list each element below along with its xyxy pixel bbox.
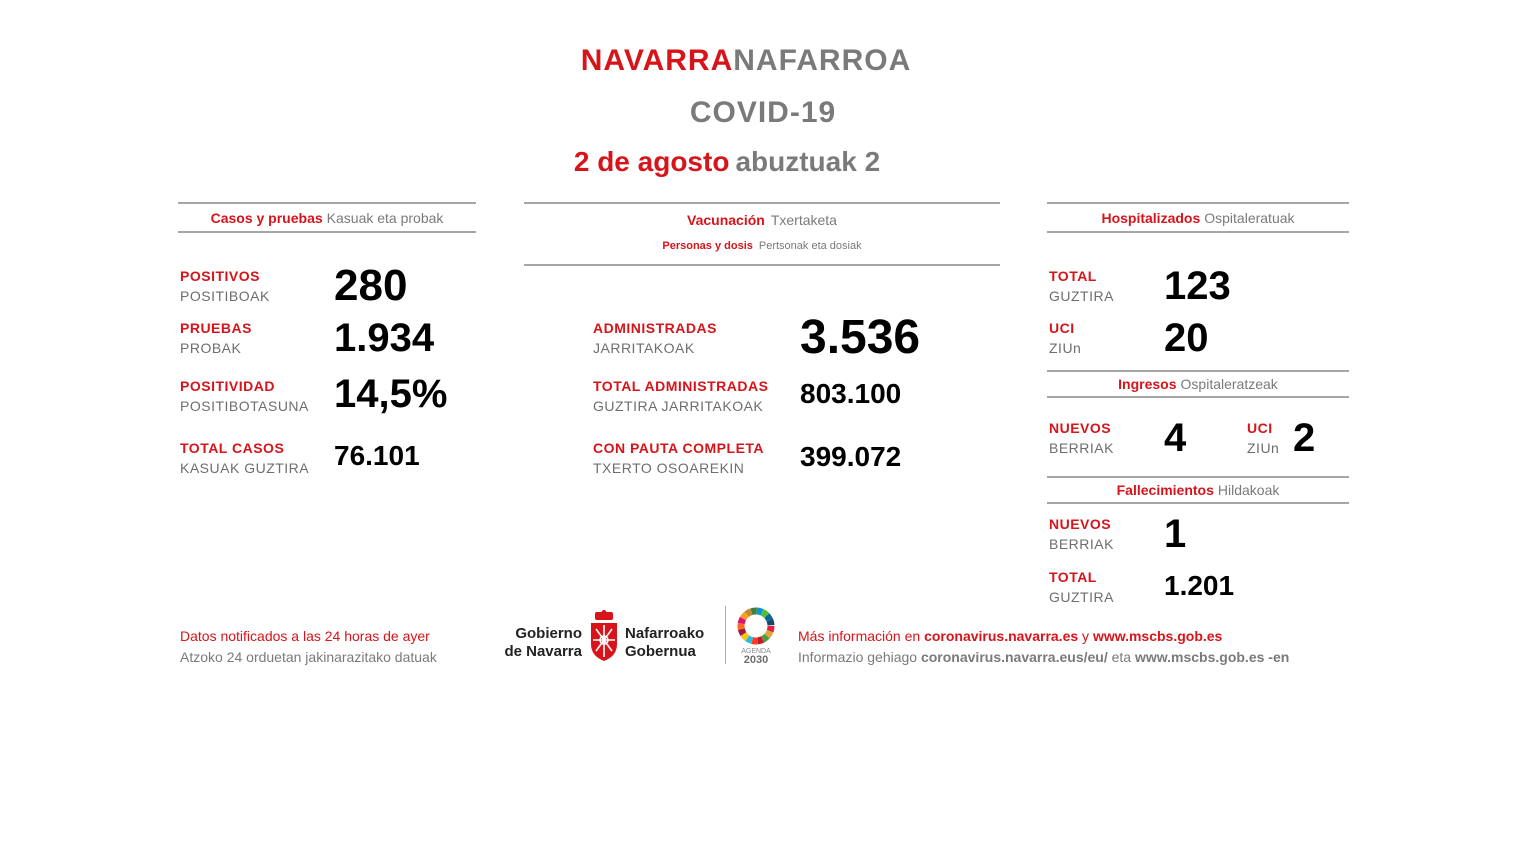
total-administered-value: 803.100 bbox=[800, 378, 902, 409]
deaths-new-label: NUEVOS BERRIAK bbox=[1049, 516, 1114, 552]
vaccination-subheading-es: Personas y dosis bbox=[662, 240, 753, 252]
admissions-new-label: NUEVOS BERRIAK bbox=[1049, 420, 1114, 456]
deaths-total-label: TOTAL GUZTIRA bbox=[1049, 569, 1114, 605]
title-region-es: NAVARRA bbox=[580, 44, 734, 77]
data-note-es: Datos notificados a las 24 horas de ayer bbox=[180, 628, 430, 644]
link-mscbs-es[interactable]: www.mscbs.gob.es bbox=[1092, 628, 1223, 644]
tests-value: 1.934 bbox=[334, 316, 435, 360]
date-eu: abuztuak 2 bbox=[735, 146, 881, 177]
data-note-eu: Atzoko 24 orduetan jakinarazitako datuak bbox=[180, 649, 437, 665]
admissions-heading-es: Ingresos bbox=[1118, 376, 1177, 392]
positivity-value: 14,5% bbox=[334, 372, 448, 416]
hospital-icu-value: 20 bbox=[1164, 316, 1209, 360]
logo-divider bbox=[725, 606, 726, 664]
complete-schedule-label: CON PAUTA COMPLETA TXERTO OSOAREKIN bbox=[593, 440, 765, 476]
agenda-2030-label: AGENDA 2030 bbox=[741, 648, 771, 666]
page-subject: COVID-19 bbox=[689, 96, 837, 129]
total-cases-value: 76.101 bbox=[334, 440, 420, 471]
positives-value: 280 bbox=[334, 261, 408, 310]
link-coronavirus-navarra-es[interactable]: coronavirus.navarra.es bbox=[924, 628, 1079, 644]
data-note bbox=[180, 626, 437, 668]
agenda-2030-wheel-icon bbox=[736, 606, 776, 646]
gov-name-es: Gobierno de Navarra bbox=[504, 625, 582, 660]
hospital-total-label: TOTAL GUZTIRA bbox=[1049, 268, 1114, 304]
deaths-total-value: 1.201 bbox=[1164, 570, 1235, 601]
cases-heading-eu: Kasuak eta probak bbox=[326, 210, 444, 226]
deaths-new-value: 1 bbox=[1164, 512, 1187, 556]
tests-label: PRUEBAS PROBAK bbox=[180, 320, 252, 356]
cases-heading bbox=[178, 202, 476, 233]
date-es: 2 de agosto bbox=[573, 146, 730, 177]
admissions-icu-value: 2 bbox=[1293, 416, 1316, 460]
hospitalized-heading bbox=[1047, 202, 1349, 233]
hospitalized-heading-es: Hospitalizados bbox=[1101, 210, 1201, 226]
hospital-icu-label: UCI ZIUn bbox=[1049, 320, 1082, 356]
more-info-es: Más información en coronavirus.navarra.es y www.mscbs.gob.es bbox=[798, 628, 1223, 644]
administered-value: 3.536 bbox=[800, 311, 921, 364]
admissions-heading-eu: Ospitaleratzeak bbox=[1180, 376, 1278, 392]
admissions-new-value: 4 bbox=[1164, 416, 1187, 460]
cases-heading-es: Casos y pruebas bbox=[210, 210, 323, 226]
report-date bbox=[0, 146, 1454, 178]
admissions-icu-label: UCI ZIUn bbox=[1247, 420, 1280, 456]
vaccination-heading-es: Vacunación bbox=[687, 212, 765, 228]
more-info-eu: Informazio gehiago coronavirus.navarra.eus/eu/ eta www.mscbs.gob.es -en bbox=[798, 649, 1290, 665]
positivity-label: POSITIVIDAD POSITIBOTASUNA bbox=[180, 378, 309, 414]
vaccination-heading-eu: Txertaketa bbox=[770, 212, 837, 228]
vaccination-subheading-eu: Pertsonak eta dosiak bbox=[758, 240, 862, 252]
more-info bbox=[798, 626, 1289, 668]
admissions-heading bbox=[1047, 370, 1349, 398]
total-administered-label: TOTAL ADMINISTRADAS GUZTIRA JARRITAKOAK bbox=[593, 378, 769, 414]
link-coronavirus-navarra-eus[interactable]: coronavirus.navarra.eus/eu/ bbox=[920, 649, 1108, 665]
deaths-heading-es: Fallecimientos bbox=[1116, 482, 1214, 498]
navarra-coat-of-arms-icon bbox=[588, 610, 620, 662]
complete-schedule-value: 399.072 bbox=[800, 441, 902, 472]
deaths-heading bbox=[1047, 476, 1349, 504]
hospital-total-value: 123 bbox=[1164, 264, 1231, 308]
hospitalized-heading-eu: Ospitaleratuak bbox=[1204, 210, 1295, 226]
total-cases-label: TOTAL CASOS KASUAK GUZTIRA bbox=[180, 440, 310, 476]
link-mscbs-eu[interactable]: www.mscbs.gob.es -en bbox=[1134, 649, 1290, 665]
vaccination-heading bbox=[524, 202, 1000, 266]
deaths-heading-eu: Hildakoak bbox=[1217, 482, 1280, 498]
title-region-eu: NAFARROA bbox=[733, 44, 912, 77]
gov-name-eu: Nafarroako Gobernua bbox=[625, 625, 705, 660]
administered-label: ADMINISTRADAS JARRITAKOAK bbox=[593, 320, 717, 356]
page-title bbox=[0, 44, 1492, 78]
positives-label: POSITIVOS POSITIBOAK bbox=[180, 268, 270, 304]
